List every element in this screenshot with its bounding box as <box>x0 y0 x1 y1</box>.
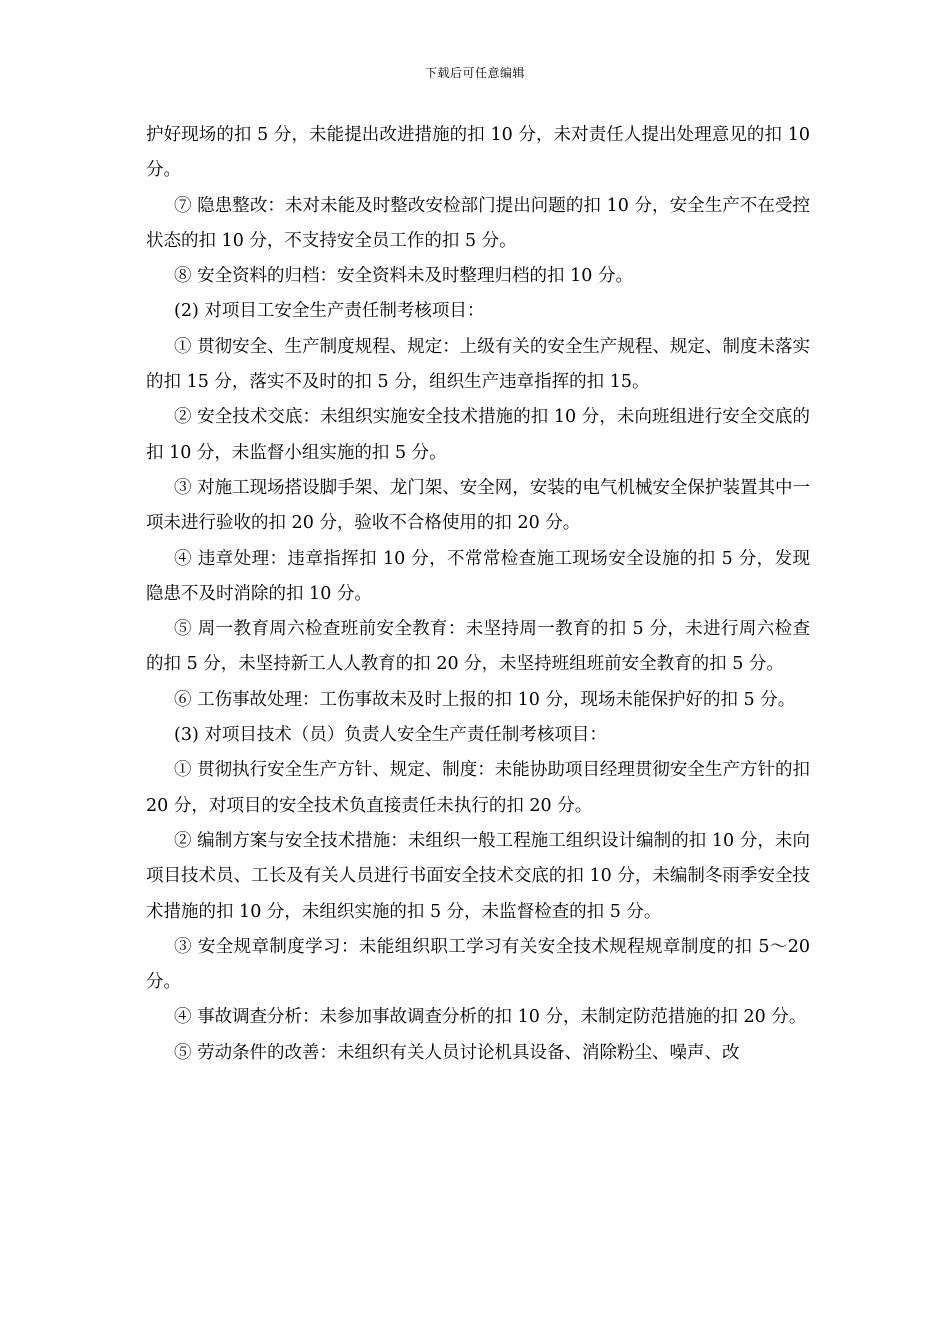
paragraph: ③ 对施工现场搭设脚手架、龙门架、安全网，安装的电气机械安全保护装置其中一项未进行验收的扣 20 分，验收不合格使用的扣 20 分。 <box>146 477 810 534</box>
paragraph: ⑦ 隐患整改：未对未能及时整改安检部门提出问题的扣 10 分，安全生产不在受控状态的扣 10 分，不支持安全员工作的扣 5 分。 <box>146 195 810 251</box>
header-note: 下载后可任意编辑 <box>424 66 525 80</box>
paragraph: ④ 事故调查分析：未参加事故调查分析的扣 10 分，未制定防范措施的扣 20 分。 <box>174 1007 807 1028</box>
paragraph: ⑧ 安全资料的归档：安全资料未及时整理归档的扣 10 分。 <box>174 266 633 287</box>
section-heading: (2) 对项目工安全生产责任制考核项目： <box>174 301 485 322</box>
section-heading: (3) 对项目技术（员）负责人安全生产责任制考核项目： <box>174 725 607 746</box>
paragraph: ④ 违章处理：违章指挥扣 10 分，不常常检查施工现场安全设施的扣 5 分，发现隐患不及时消除的扣 10 分。 <box>146 548 810 604</box>
paragraph: ③ 安全规章制度学习：未能组织职工学习有关安全技术规程规章制度的扣 5～20 分。 <box>146 936 810 993</box>
paragraph: ① 贯彻执行安全生产方针、规定、制度：未能协助项目经理贯彻安全生产方针的扣 20 分，对项目的安全技术负直接责任未执行的扣 20 分。 <box>146 760 810 816</box>
paragraph: 护好现场的扣 5 分，未能提出改进措施的扣 10 分，未对责任人提出处理意见的扣 10 分。 <box>146 125 810 181</box>
paragraph: ① 贯彻安全、生产制度规程、规定：上级有关的安全生产规程、规定、制度未落实的扣 15 分，落实不及时的扣 5 分，组织生产违章指挥的扣 15。 <box>146 336 810 393</box>
paragraph: ⑤ 周一教育周六检查班前安全教育：未坚持周一教育的扣 5 分，未进行周六检查的扣 5 分，未坚持新工人人教育的扣 20 分，未坚持班组班前安全教育的扣 5 分。 <box>146 619 810 675</box>
paragraph: ② 编制方案与安全技术措施：未组织一般工程施工组织设计编制的扣 10 分，未向项目技术员、工长及有关人员进行书面安全技术交底的扣 10 分，未编制冬雨季安全技术措施的扣 10 分，未组织实施的扣 5 分，未监督检查的扣 5 分。 <box>146 830 810 922</box>
paragraph: ⑤ 劳动条件的改善：未组织有关人员讨论机具设备、消除粉尘、噪声、改 <box>174 1042 740 1063</box>
paragraph: ⑥ 工伤事故处理：工伤事故未及时上报的扣 10 分，现场未能保护好的扣 5 分。 <box>174 689 796 710</box>
paragraph: ② 安全技术交底：未组织实施安全技术措施的扣 10 分，未向班组进行安全交底的扣 10 分，未监督小组实施的扣 5 分。 <box>146 407 810 463</box>
document-body <box>146 118 810 1071</box>
